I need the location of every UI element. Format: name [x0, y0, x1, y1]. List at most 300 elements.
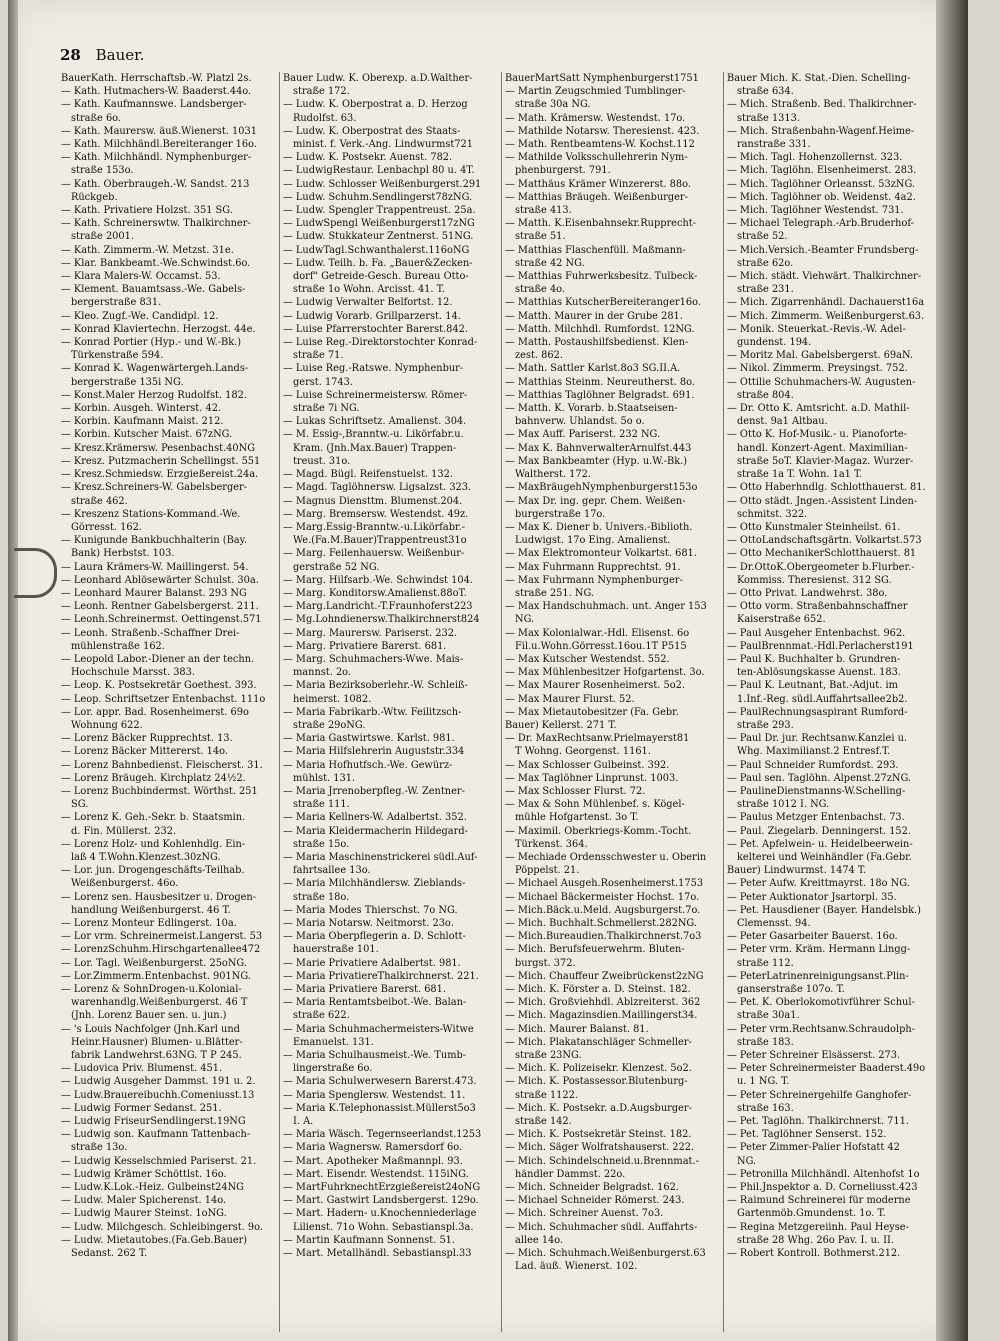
- directory-entry: — Mich.Bäck.u.Meld. Augsburgerst.7o.: [505, 904, 701, 916]
- directory-entry: fahrtsallee 13o.: [293, 865, 371, 877]
- directory-entry: mühlst. 131.: [293, 772, 356, 784]
- directory-entry: We.(Fa.M.Bauer)Trappentreust31o: [293, 535, 467, 547]
- directory-entry: straße 293.: [737, 719, 794, 731]
- directory-entry: — Konrad Klaviertechn. Herzogst. 44e.: [61, 323, 256, 335]
- directory-entry: BauerKath. Herrschaftsb.-W. Platzl 2s.: [61, 73, 252, 84]
- directory-entry: Kommiss. Theresienst. 312 SG.: [737, 574, 892, 586]
- directory-entry: straße 163.: [737, 1102, 794, 1114]
- directory-entry: — Martin Kaufmann Sonnenst. 51.: [283, 1234, 456, 1246]
- directory-entry: straße 1o Wohn. Arcisst. 41. T.: [293, 284, 445, 296]
- directory-entry: — Korbin. Ausgeh. Winterst. 42.: [61, 403, 222, 415]
- directory-entry: — Lor vrm. Schreinermeist.Langerst. 53: [61, 931, 263, 943]
- directory-entry: — Dr.OttoK.Obergeometer b.Flurber.-: [727, 561, 915, 573]
- directory-entry: Rückgeb.: [71, 191, 118, 203]
- directory-entry: — Max Mühlenbesitzer Hofgartenst. 3o.: [505, 667, 705, 679]
- directory-entry: mühlenstraße 162.: [71, 640, 165, 652]
- directory-entry: — Korbin. Kaufmann Maist. 212.: [61, 416, 224, 428]
- directory-entry: — Mich. Großviehhdl. Ablzreiterst. 362: [505, 997, 701, 1009]
- directory-entry: 1.Inf.-Reg. südl.Auffahrtsallee2b2.: [737, 693, 908, 705]
- directory-entry: — Ottilie Schuhmachers-W. Augusten-: [727, 376, 916, 388]
- directory-entry: — Ludwig FriseurSendlingerst.19NG: [61, 1116, 246, 1128]
- directory-entry: — Max Taglöhner Linprunst. 1003.: [505, 772, 679, 784]
- directory-entry: Rudolfst. 63.: [293, 112, 357, 124]
- directory-entry: — Max Mietautobesitzer (Fa. Gebr.: [505, 706, 679, 718]
- directory-entry: — Paul sen. Taglöhn. Alpenst.27zNG.: [727, 772, 912, 784]
- directory-entry: — Mich. K. Postsekr. a.D.Augsburger-: [505, 1102, 692, 1114]
- directory-entry: — Magnus Diensttm. Blumenst.204.: [283, 495, 463, 507]
- directory-entry: Weißenburgerst. 46o.: [71, 878, 179, 890]
- directory-entry: — Mich. Taglöhner ob. Weidenst. 4a2.: [727, 191, 916, 203]
- directory-entry: zest. 862.: [515, 350, 563, 362]
- directory-entry: — Maria Hilfslehrerin Auguststr.334: [283, 746, 465, 758]
- directory-entry: u. 1 NG. T.: [737, 1076, 790, 1088]
- directory-entry: — Mich. Straßenb. Bed. Thalkirchner-: [727, 99, 917, 111]
- directory-entry: — MaxBräugehNymphenburgerst153o: [505, 482, 698, 494]
- directory-entry: — Mich. Schuhmacher südl. Auffahrts-: [505, 1221, 698, 1233]
- directory-entry: — Kath. Oberbraugeh.-W. Sandst. 213: [61, 178, 250, 190]
- directory-entry: — Konst.Maler Herzog Rudolfst. 182.: [61, 389, 247, 401]
- directory-entry: — Maria Maschinenstrickerei südl.Auf-: [283, 851, 478, 863]
- directory-entry: — Monik. Steuerkat.-Revis.-W. Adel-: [727, 323, 906, 335]
- directory-entry: Heinr.Hausner) Blumen- u.Blätter-: [71, 1036, 243, 1048]
- directory-entry: — Lorenz Bäcker Mittererst. 14o.: [61, 746, 228, 758]
- directory-entry: — Michael Schneider Römerst. 243.: [505, 1195, 685, 1207]
- directory-entry: — Mich. Tagl. Hohenzollernst. 323.: [727, 152, 903, 164]
- directory-entry: straße 231.: [737, 284, 794, 296]
- directory-entry: — Max Maurer Rosenheimerst. 5o2.: [505, 680, 685, 692]
- directory-entry: — Matth. Maurer in der Grube 281.: [505, 310, 683, 322]
- directory-entry: kelterei und Weinhändler (Fa.Gebr.: [737, 851, 912, 863]
- directory-entry: — Maria Schulhausmeist.-We. Tumb-: [283, 1050, 467, 1062]
- directory-entry: straße 183.: [737, 1036, 794, 1048]
- binding-ring: [14, 548, 57, 598]
- directory-entry: — Mich. Zigarrenhändl. Dachauerst16a: [727, 297, 925, 309]
- directory-entry: — Ludw. K. Oberpostrat des Staats-: [283, 125, 461, 137]
- directory-entry: — Max Fuhrmann Nymphenburger-: [505, 574, 683, 586]
- directory-entry: — Mich. Säger Wolfratshauserst. 222.: [505, 1142, 695, 1154]
- directory-entry: — Matth. K.Eisenbahnsekr.Rupprecht-: [505, 218, 697, 230]
- column-4: [724, 72, 946, 1332]
- directory-entry: — Mich. K. Postsekretär Steinst. 182.: [505, 1129, 692, 1141]
- directory-entry: — Ludwig Kesselschmied Pariserst. 21.: [61, 1155, 257, 1167]
- directory-entry: — LudwSpengl Weißenburgerst17zNG: [283, 218, 475, 230]
- directory-entry: burgst. 372.: [515, 957, 576, 969]
- directory-entry: — OttoLandschaftsgärtn. Volkartst.573: [727, 535, 922, 547]
- directory-entry: — Peter Schreiner Elsässerst. 273.: [727, 1050, 901, 1062]
- directory-entry: bergerstraße 135i NG.: [71, 376, 184, 388]
- directory-entry: — Max Schlosser Gulbeinst. 392.: [505, 759, 670, 771]
- directory-entry: — Maria Oberpflegerin a. D. Schlott-: [283, 931, 466, 943]
- directory-entry: straße 7i NG.: [293, 403, 360, 415]
- directory-entry: — Ludwig Verwalter Belfortst. 12.: [283, 297, 453, 309]
- directory-entry: — Lorenz Buchbindermst. Wörthst. 251: [61, 785, 258, 797]
- directory-entry: — PeterLatrinenreinigungsanst.Plin-: [727, 970, 909, 982]
- directory-entry: mühle Hofgartenst. 3o T.: [515, 812, 639, 824]
- directory-entry: — PaulineDienstmanns-W.Schelling-: [727, 785, 906, 797]
- directory-entry: — Matthias KutscherBereiteranger16o.: [505, 297, 701, 309]
- directory-entry: — Maria Hofhutfsch.-We. Gewürz-: [283, 759, 453, 771]
- directory-entry: straße 111.: [293, 799, 350, 811]
- directory-entry: — Marg. Hilfsarb.-We. Schwindst 104.: [283, 574, 473, 586]
- directory-entry: — Luise Pfarrerstochter Barerst.842.: [283, 323, 468, 335]
- directory-entry: warenhandlg.Weißenburgerst. 46 T: [71, 997, 248, 1009]
- directory-entry: NG.: [737, 1155, 757, 1167]
- directory-entry: — Lor. jun. Drogengeschäfts-Teilhab.: [61, 865, 245, 877]
- directory-entry: — Peter vrm.Rechtsanw.Schraudolph-: [727, 1023, 915, 1035]
- directory-entry: — Kleo. Zugf.-We. Candidpl. 12.: [61, 310, 219, 322]
- directory-entry: Sedanst. 262 T.: [71, 1248, 148, 1260]
- directory-entry: — Leop. Schriftsetzer Entenbachst. 111o: [61, 693, 266, 705]
- directory-entry: — Ludw. Schuhm.Sendlingerst78zNG.: [283, 191, 473, 203]
- directory-entry: — Laura Krämers-W. Maillingerst. 54.: [61, 561, 249, 573]
- directory-entry: — Ludw. K. Postsekr. Auenst. 782.: [283, 152, 453, 164]
- directory-entry: — Martin Zeugschmied Tumblinger-: [505, 86, 686, 98]
- directory-entry: phenburgerst. 791.: [515, 165, 611, 177]
- running-head: Bauer.: [95, 46, 145, 64]
- directory-entry: Kram. (Jnh.Max.Bauer) Trappen-: [293, 442, 457, 454]
- directory-entry: T Wohng. Georgenst. 1161.: [515, 746, 651, 758]
- directory-entry: — Matthäus Krämer Winzererst. 88o.: [505, 178, 691, 190]
- directory-entry: — Michael Telegraph.-Arb.Bruderhof-: [727, 218, 914, 230]
- directory-entry: — Lor. appr. Bad. Rosenheimerst. 69o: [61, 706, 249, 718]
- directory-entry: — Paul. Ziegelarb. Denningerst. 152.: [727, 825, 912, 837]
- directory-entry: — Otto K. Hof-Musik.- u. Pianoforte-: [727, 429, 907, 441]
- directory-entry: gerstraße 52 NG.: [293, 561, 380, 573]
- directory-entry: straße 1122.: [515, 1089, 578, 1101]
- directory-entry: — Peter vrm. Kräm. Hermann Lingg-: [727, 944, 911, 956]
- directory-entry: — Ludw.K.Lok.-Heiz. Gulbeinst24NG: [61, 1182, 245, 1194]
- directory-entry: — Mechiade Ordensschwester u. Oberin: [505, 851, 707, 863]
- directory-entry: — Ludw. Stukkateur Zentnerst. 51NG.: [283, 231, 474, 243]
- directory-entry: Clemensst. 94.: [737, 918, 811, 929]
- directory-entry: straße 71.: [293, 350, 344, 362]
- directory-entry: straße 142.: [515, 1116, 572, 1128]
- column-1: [58, 72, 280, 1332]
- directory-entry: — Paul Dr. jur. Rechtsanw.Kanzlei u.: [727, 733, 907, 745]
- directory-entry: — Maria Notarsw. Neitmorst. 23o.: [283, 918, 454, 929]
- directory-entry: — Mathilde Volksschullehrerin Nym-: [505, 152, 688, 164]
- directory-entry: — Mich. Chauffeur Zweibrückenst2zNG: [505, 970, 704, 982]
- directory-entry: — Matth. K. Vorarb. b.Staatseisen-: [505, 403, 678, 415]
- directory-entry: — Otto städt. Jngen.-Assistent Linden-: [727, 495, 918, 507]
- directory-entry: — Pet. Taglöhner Senserst. 152.: [727, 1129, 887, 1141]
- directory-entry: straße 30a1.: [737, 1010, 800, 1022]
- directory-entry: — PaulRechnungsaspirant Rumford-: [727, 706, 908, 718]
- directory-entry: — Luise Reg.-Direktorstochter Konrad-: [283, 337, 478, 349]
- directory-entry: — Nikol. Zimmerm. Preysingst. 752.: [727, 363, 908, 375]
- directory-entry: — Leonh. Straßenb.-Schaffner Drei-: [61, 627, 240, 639]
- directory-entry: Gartenmöb.Gmundenst. 1o. T.: [737, 1208, 886, 1220]
- directory-entry: — Klara Malers-W. Occamst. 53.: [61, 271, 221, 283]
- directory-entry: Bauer Mich. K. Stat.-Dien. Schelling-: [727, 73, 911, 84]
- directory-entry: — Otto Haberhndlg. Schlotthauerst. 81.: [727, 482, 926, 494]
- directory-entry: straße 172.: [293, 86, 350, 98]
- directory-entry: I. A.: [293, 1116, 314, 1128]
- directory-entry: — Mathilde Notarsw. Theresienst. 423.: [505, 125, 700, 137]
- directory-entry: — Pet. K. Oberlokomotivführer Schul-: [727, 997, 915, 1009]
- directory-entry: — Klar. Bankbeamt.-We.Schwindst.6o.: [61, 257, 251, 269]
- directory-entry: — Lukas Schriftsetz. Amalienst. 304.: [283, 416, 467, 428]
- directory-entry: — Matthias Flaschenfüll. Maßmann-: [505, 244, 686, 256]
- directory-entry: — 's Louis Nachfolger (Jnh.Karl und: [61, 1023, 240, 1035]
- directory-entry: gundenst. 194.: [737, 337, 812, 349]
- directory-entry: Lilienst. 71o Wohn. Sebastianspl.3a.: [293, 1221, 474, 1233]
- directory-entry: — Lor.Zimmerm.Entenbachst. 901NG.: [61, 970, 251, 982]
- directory-entry: — Mich. Straßenbahn-Wagenf.Heime-: [727, 125, 915, 137]
- directory-entry: straße 62o.: [737, 257, 794, 269]
- directory-entry: — Kath. Milchhändl. Nymphenburger-: [61, 152, 252, 164]
- directory-entry: — Lorenz Bahnbedienst. Fleischerst. 31.: [61, 759, 263, 771]
- directory-entry: — Otto vorm. Straßenbahnschaffner: [727, 601, 908, 613]
- directory-entry: — Lorenz Bräugeh. Kirchplatz 24½2.: [61, 772, 246, 784]
- directory-entry: allee 14o.: [515, 1234, 564, 1246]
- directory-entry: — Peter Aufw. Kreittmayrst. 18o NG.: [727, 878, 910, 890]
- directory-entry: BauerMartSatt Nymphenburgerst1751: [505, 73, 699, 84]
- directory-entry: — Kreszenz Stations-Kommand.-We.: [61, 508, 241, 520]
- directory-entry: — Marg. Bremsersw. Westendst. 49z.: [283, 508, 469, 520]
- directory-entry: straße 51.: [515, 231, 566, 243]
- directory-entry: — Matthias Taglöhner Belgradst. 691.: [505, 389, 695, 401]
- directory-entry: — Mich. Schneider Belgradst. 162.: [505, 1182, 679, 1194]
- directory-entry: d. Fin. Müllerst. 232.: [71, 825, 177, 837]
- directory-entry: ranstraße 331.: [737, 139, 811, 151]
- directory-entry: — Mich. K. Postassessor.Blutenburg-: [505, 1076, 688, 1088]
- directory-entry: — Mich. Schreiner Auenst. 7o3.: [505, 1208, 664, 1220]
- directory-entry: — Maria Gastwirtswe. Karlst. 981.: [283, 733, 455, 745]
- directory-entry: — Ludwig son. Kaufmann Tattenbach-: [61, 1129, 251, 1141]
- directory-entry: bahnverw. Uhlandst. 5o o.: [515, 416, 645, 428]
- directory-entry: — Math. Rentbeamtens-W. Kochst.112: [505, 139, 695, 151]
- directory-entry: — Marie Privatiere Adalbertst. 981.: [283, 957, 461, 969]
- directory-entry: schmitst. 322.: [737, 508, 808, 520]
- directory-entry: — Leonh. Rentner Gabelsbergerst. 211.: [61, 601, 259, 613]
- directory-entry: — Mich. K. Förster a. D. Steinst. 182.: [505, 984, 691, 996]
- directory-entry: — Otto Kunstmaler Steinheilst. 61.: [727, 521, 901, 533]
- directory-entry: laß 4 T.Wohn.Klenzest.30zNG.: [71, 851, 221, 863]
- directory-entry: — Mich. Schindelschneid.u.Brennmat.-: [505, 1155, 699, 1167]
- page-number: 28: [60, 46, 81, 64]
- directory-entry: — Math. Krämersw. Westendst. 17o.: [505, 112, 686, 124]
- directory-entry: — Max K. Diener b. Univers.-Biblioth.: [505, 521, 693, 533]
- directory-entry: burgerstraße 17o.: [515, 508, 606, 520]
- directory-entry: — Mg.Lohndienersw.Thalkirchnerst824: [283, 614, 480, 626]
- directory-entry: — Kunigunde Bankbuchhalterin (Bay.: [61, 535, 247, 547]
- directory-entry: — Mich. Taglöhn. Elsenheimerst. 283.: [727, 165, 917, 177]
- directory-entry: Whg. Maximilianst.2 Entresf.T.: [737, 746, 891, 758]
- directory-entry: — Mich. Zimmerm. Weißenburgerst.63.: [727, 310, 925, 322]
- directory-entry: handl. Konzert-Agent. Maximilian-: [737, 442, 908, 454]
- directory-entry: treust. 31o.: [293, 455, 351, 467]
- directory-entry: — M. Essig-,Branntw.-u. Likörfabr.u.: [283, 429, 464, 441]
- directory-entry: straße 29oNG.: [293, 719, 366, 731]
- directory-entry: — Mart. Gastwirt Landsbergerst. 129o.: [283, 1195, 479, 1207]
- directory-entry: mannst. 2o.: [293, 667, 352, 679]
- directory-entry: — Otto MechanikerSchlotthauerst. 81: [727, 548, 917, 560]
- directory-entry: — Mich. städt. Viehwärt. Thalkirchner-: [727, 271, 922, 283]
- directory-entry: — Maria Rentamtsbeibot.-We. Balan-: [283, 997, 467, 1009]
- directory-entry: — Moritz Mal. Gabelsbergerst. 69aN.: [727, 350, 914, 362]
- directory-entry: — Lorenz sen. Hausbesitzer u. Drogen-: [61, 891, 257, 903]
- directory-entry: fabrik Landwehrst.63NG. T P 245.: [71, 1050, 242, 1062]
- directory-entry: — Maria Milchhändlersw. Zieblands-: [283, 878, 466, 890]
- directory-entry: NG.: [515, 614, 535, 626]
- directory-entry: — Ludw. Maler Spicherenst. 14o.: [61, 1195, 227, 1207]
- directory-entry: Kaiserstraße 652.: [737, 614, 826, 626]
- directory-entry: — Michael Bäckermeister Hochst. 17o.: [505, 891, 700, 903]
- directory-entry: Bauer) Lindwurmst. 1474 T.: [727, 865, 867, 877]
- directory-entry: — Peter Gasarbeiter Bauerst. 16o.: [727, 931, 898, 943]
- directory-entry: — Mich. Taglöhner Orleansst. 53zNG.: [727, 178, 916, 190]
- directory-entry: — Leonhard Maurer Balanst. 293 NG: [61, 587, 247, 599]
- directory-entry: handlung Weißenburgerst. 46 T.: [71, 904, 231, 916]
- directory-entry: — Matthias Fuhrwerksbesitz. Tulbeck-: [505, 271, 698, 283]
- directory-entry: straße 462.: [71, 495, 128, 507]
- directory-entry: — Kresz. Putzmacherin Schellingst. 551: [61, 455, 261, 467]
- directory-entry: — Marg. Schuhmachers-Wwe. Mais-: [283, 653, 464, 665]
- directory-entry: — Mich. Magazinsdien.Maillingerst34.: [505, 1010, 698, 1022]
- directory-entry: straße 251. NG.: [515, 587, 595, 599]
- directory-entry: — Maria Fabrikarb.-Wtw. Feilitzsch-: [283, 706, 462, 718]
- directory-entry: straße 4o.: [515, 284, 566, 296]
- directory-entry: — Max K. BahnverwalterArnulfst.443: [505, 442, 692, 454]
- directory-entry: — Paul K. Leutnant, Bat.-Adjut. im: [727, 680, 898, 692]
- directory-entry: — Ludw. Milchgesch. Schleibingerst. 9o.: [61, 1221, 263, 1233]
- directory-entry: — Maria PrivatiereThalkirchnerst. 221.: [283, 970, 479, 982]
- directory-entry: Türkenstraße 594.: [71, 350, 164, 362]
- directory-entry: — Maria Spenglersw. Westendst. 11.: [283, 1089, 466, 1101]
- directory-entry: — Maria Wagnersw. Ramersdorf 6o.: [283, 1142, 463, 1154]
- directory-entry: — Ludwig Krämer Schöttlst. 16o.: [61, 1168, 227, 1180]
- directory-entry: — Maria Jrrenoberpfleg.-W. Zentner-: [283, 785, 465, 797]
- directory-entry: — PaulBrennmat.-Hdl.Perlacherst191: [727, 640, 914, 652]
- directory-entry: (Jnh. Lorenz Bauer sen. u. jun.): [71, 1010, 227, 1022]
- directory-entry: — MartFuhrknechtErzgießereist24oNG: [283, 1182, 481, 1194]
- directory-entry: — Max Kolonialwar.-Hdl. Elisenst. 6o: [505, 627, 690, 639]
- directory-entry: — Raimund Schreinerei für moderne: [727, 1195, 911, 1207]
- directory-entry: — Dr. MaxRechtsanw.Prielmayerst81: [505, 733, 690, 745]
- directory-entry: — Kath. Maurersw. äuß.Wienerst. 1031: [61, 125, 257, 137]
- directory-entry: straße 42 NG.: [515, 257, 585, 269]
- directory-entry: — Max Maurer Flurst. 52.: [505, 693, 635, 705]
- directory-entry: — Peter Schreinermeister Baaderst.49o: [727, 1063, 926, 1075]
- directory-entry: Ludwigst. 17o Eing. Amalienst.: [515, 535, 671, 547]
- directory-entry: — Lorenz Bäcker Rupprechtst. 13.: [61, 733, 233, 745]
- directory-entry: bergerstraße 831.: [71, 297, 162, 309]
- directory-entry: — Dr. Otto K. Amtsricht. a.D. Mathil-: [727, 403, 910, 415]
- directory-entry: straße 2001.: [71, 231, 134, 243]
- directory-entry: — Mich. Plakatanschläger Schmeller-: [505, 1036, 692, 1048]
- directory-entry: — Mich. Berufsfeuerwehrm. Bluten-: [505, 944, 685, 956]
- directory-entry: — Mich. Taglöhner Westendst. 731.: [727, 205, 904, 217]
- directory-entry: — Pet. Hausdiener (Bayer. Handelsbk.): [727, 904, 921, 916]
- directory-entry: — Maria Schulwerwesern Barerst.473.: [283, 1076, 477, 1088]
- directory-entry: minist. f. Verk.-Ang. Lindwurmst721: [293, 139, 474, 151]
- directory-entry: — Otto Privat. Landwehrst. 38o.: [727, 587, 888, 599]
- directory-entry: straße 622.: [293, 1010, 350, 1022]
- directory-entry: straße 413.: [515, 205, 572, 217]
- column-2: [280, 72, 502, 1332]
- directory-entry: — Robert Kontroll. Bothmerst.212.: [727, 1248, 901, 1260]
- directory-entry: — Paul K. Buchhalter b. Grundren-: [727, 653, 901, 665]
- directory-entry: — Luise Reg.-Ratswe. Nymphenbur-: [283, 363, 464, 375]
- directory-entry: — Regina Metzgereiinh. Paul Heyse-: [727, 1221, 909, 1233]
- directory-entry: — Leonhard Ablösewärter Schulst. 30a.: [61, 574, 259, 586]
- directory-entry: — Marg. Maurersw. Pariserst. 232.: [283, 627, 458, 639]
- directory-entry: — Paulus Metzger Entenbachst. 73.: [727, 812, 905, 824]
- directory-entry: — Ludw. K. Oberpostrat a. D. Herzog: [283, 99, 468, 111]
- directory-entry: Pöppelst. 21.: [515, 865, 580, 877]
- directory-entry: straße 18o.: [293, 891, 350, 903]
- directory-entry: — Mart. Hadern- u.Knochenniederlage: [283, 1208, 477, 1220]
- directory-entry: ganserstraße 107o. T.: [737, 984, 845, 996]
- directory-entry: straße 112.: [737, 957, 794, 969]
- directory-entry: — Ludw. Schlosser Weißenburgerst.291: [283, 178, 482, 190]
- directory-entry: — Mart. Metallhändl. Sebastianspl.33: [283, 1248, 472, 1260]
- directory-entry: — Maria Bezirksoberlehr.-W. Schleiß-: [283, 680, 468, 692]
- directory-entry: straße 1012 I. NG.: [737, 799, 830, 811]
- directory-entry: — Max Auff. Pariserst. 232 NG.: [505, 429, 661, 441]
- directory-entry: — Ludw. Spengler Trappentreust. 25a.: [283, 205, 476, 217]
- directory-entry: Fil.u.Wohn.Görresst.16ou.1T P515: [515, 640, 687, 652]
- directory-entry: — Paul Ausgeher Entenbachst. 962.: [727, 627, 906, 639]
- directory-entry: — Leop. K. Postsekretär Goethest. 393.: [61, 680, 257, 692]
- directory-entry: — Konrad K. Wagenwärtergeh.Lands-: [61, 363, 249, 375]
- directory-entry: — Paul Schneider Rumfordst. 293.: [727, 759, 899, 771]
- directory-entry: — Mart. Eisendr. Westendst. 115iNG.: [283, 1168, 469, 1180]
- directory-entry: — Lorenz & SohnDrogen-u.Kolonial-: [61, 984, 242, 996]
- directory-entry: — Kath. Milchhändl.Bereiteranger 16o.: [61, 139, 257, 151]
- directory-entry: hauerstraße 101.: [293, 944, 379, 956]
- directory-entry: — Peter Zimmer-Palier Hofstatt 42: [727, 1142, 900, 1154]
- directory-entry: — Mich. Maurer Balanst. 81.: [505, 1023, 649, 1035]
- column-3: [502, 72, 724, 1332]
- directory-entry: — Ludw. Teilh. b. Fa. „Bauer&Zecken-: [283, 257, 473, 269]
- directory-entry: — Petronilla Milchhändl. Altenhofst 1o: [727, 1168, 920, 1180]
- directory-entry: — Michael Ausgeh.Rosenheimerst.1753: [505, 878, 704, 890]
- directory-entry: — LorenzSchuhm.Hirschgartenallee472: [61, 944, 261, 956]
- directory-entry: dorf" Getreide-Gesch. Bureau Otto-: [293, 271, 469, 283]
- directory-entry: — Lorenz K. Geh.-Sekr. b. Staatsmin.: [61, 812, 246, 824]
- directory-entry: Hochschule Marsst. 383.: [71, 667, 196, 679]
- directory-entry: — Klement. Bauamtsass.-We. Gabels-: [61, 284, 246, 296]
- directory-columns: [58, 72, 948, 1332]
- directory-entry: — Leopold Labor.-Diener an der techn.: [61, 653, 255, 665]
- directory-entry: — Lorenz Holz- und Kohlenhdlg. Ein-: [61, 838, 246, 850]
- directory-entry: — Kath. Kaufmannswe. Landsberger-: [61, 99, 247, 111]
- directory-entry: straße 13o.: [71, 1142, 128, 1154]
- directory-entry: straße 5oT. Klavier-Magaz. Wurzer-: [737, 455, 914, 467]
- directory-entry: — Kath. Zimmerm.-W. Metzst. 31e.: [61, 244, 234, 256]
- directory-entry: straße 6o.: [71, 112, 122, 124]
- directory-entry: Türkenst. 364.: [515, 838, 588, 850]
- directory-entry: — Math. Sattler Karlst.8o3 SG.II.A.: [505, 363, 681, 375]
- directory-entry: Wohnung 622.: [71, 719, 143, 731]
- directory-entry: lingerstraße 6o.: [293, 1063, 373, 1075]
- directory-entry: SG.: [71, 799, 89, 811]
- directory-entry: — Matthias Steinm. Neureutherst. 8o.: [505, 376, 695, 388]
- directory-entry: straße 1313.: [737, 112, 800, 124]
- directory-entry: straße 804.: [737, 389, 794, 401]
- directory-entry: straße 153o.: [71, 165, 134, 177]
- directory-entry: — Ludwig Maurer Steinst. 1oNG.: [61, 1208, 227, 1220]
- directory-entry: Waltherst. 172.: [515, 469, 591, 481]
- directory-entry: denst. 9a1 Altbau.: [737, 416, 828, 428]
- directory-entry: heimerst. 1082.: [293, 693, 372, 705]
- directory-entry: straße 1a T. Wohn. 1a1 T.: [737, 469, 863, 481]
- directory-entry: — Kresz.Schreiners-W. Gabelsberger-: [61, 482, 248, 494]
- directory-entry: — Mich.Bureaudien.Thalkirchnerst.7o3: [505, 931, 702, 943]
- directory-entry: — Mart. Apotheker Maßmannpl. 93.: [283, 1155, 463, 1167]
